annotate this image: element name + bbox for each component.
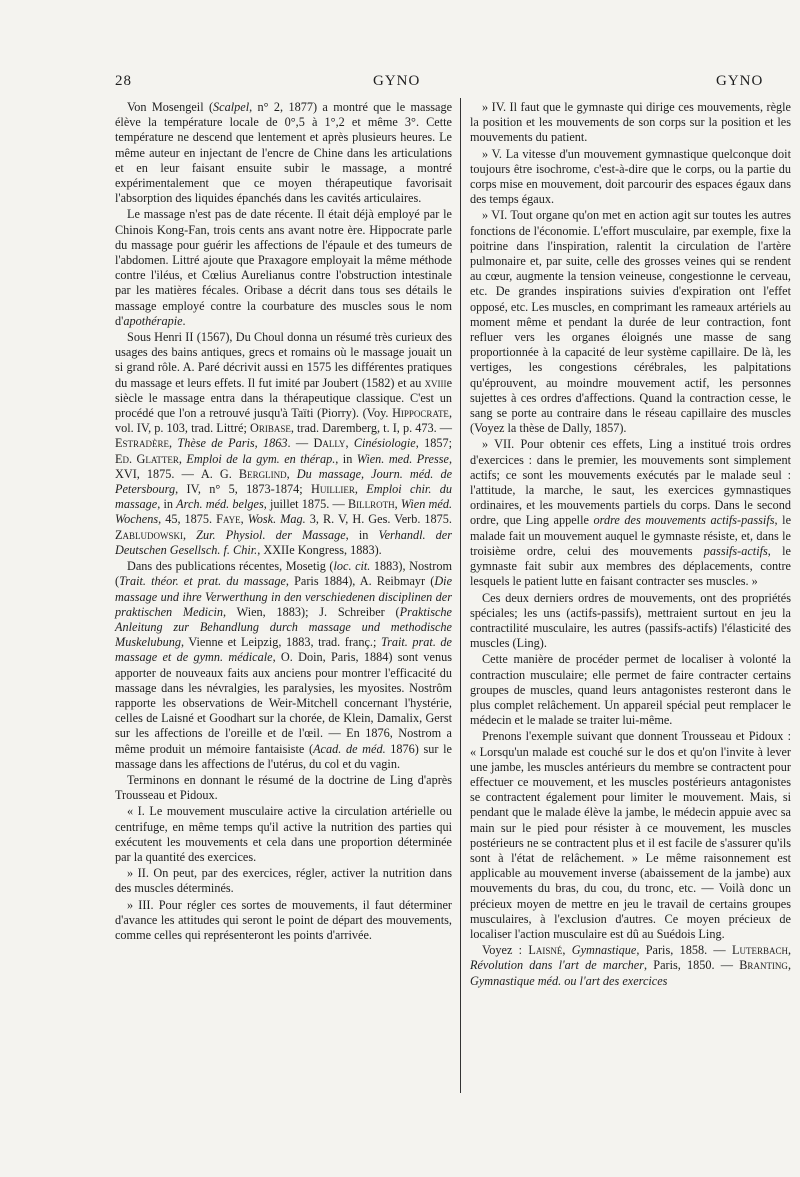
- text-run: » II. On peut, par des exercices, régler, activer la nutrition dans des muscles déterminés.: [115, 866, 452, 896]
- text-run: Prenons l'exemple suivant que donnent Trousseau et Pidoux : « Lorsqu'un malade est couché sur le dos et qu'on l'invite à lever une jambe, les muscles antérieurs du membre se contractent pour effectuer ce mouvement, et les muscles postérieurs antagonistes se contractent également pour limiter le mouvement. Mais, si pendant que le malade élève la jambe, le médecin appuie avec sa main sur le pied pour résister à ce mouvement, les muscles postérieurs ne se contractent plus et il est facile de s'assurer qu'ils sont à l'état de relâchement. » Le même raisonnement est applicable au mouvement inverse (abaissement de la jambe) aux mouvements du bras, du cou, du tronc, etc. — Voilà donc un précieux moyen de mettre en jeu le travail de certains groupes musculaires, à l'exclusion d'autres. Ce moyen précieux de localiser l'action musculaire est dû au Suédois Ling.: [470, 729, 791, 941]
- italic-run: Emploi de la gym. en thérap.: [186, 451, 336, 466]
- italic-run: passifs-actifs: [703, 543, 768, 558]
- left-column: [115, 100, 452, 944]
- text-run: , n° 2, 1877) a montré que le massage élève la température locale de 0°,5 à 1°,2 et même 3°. Cette température ne descend que lentement et après plusieurs heures. Le même auteur en injectant de l'encre de Chine dans les articulations et en leur faisant ensuite subir le massage, a montré expérimentalement que ce moyen thérapeutique favorisait l'absorption des liquides épanchés dans les cavités articulaires.: [115, 100, 453, 206]
- italic-run: Gymnastique: [571, 943, 637, 958]
- text-run: ,: [354, 482, 367, 497]
- text-run: Sous Henri II (1567), Du Choul donna un résumé très curieux des usages des bains antiques, grecs et romains où le massage jouait un si grand rôle. A. Paré décrivit aussi en 1575 les différentes pratiques du massage et leurs effets. Il fut imité par Joubert (1582) et au: [115, 330, 452, 390]
- text-run: Von Mosengeil (: [127, 100, 214, 114]
- right-column: [470, 100, 791, 990]
- italic-run: ordre des mouvements actifs-passifs: [593, 513, 775, 528]
- text-run: ,: [169, 436, 178, 451]
- small-caps-run: Estradère: [115, 436, 169, 451]
- text-run: , XXIIe Kongress, 1883).: [257, 542, 382, 557]
- small-caps-run: xviii: [424, 375, 447, 390]
- text-run: 1883), Nostrom (: [115, 559, 452, 589]
- text-run: , 45, 1875.: [158, 512, 217, 527]
- small-caps-run: Luterbach: [731, 943, 788, 958]
- small-caps-run: Ed. Glatter: [115, 451, 179, 466]
- text-run: e siècle le massage entra dans la thérapeutique classique. C'est un procédé que l'on a retrouvé jusqu'à Taïti (Piorry). (Voy.: [115, 375, 452, 421]
- small-caps-run: Laisné: [528, 943, 563, 958]
- page-number: 28: [115, 73, 132, 89]
- text-run: , in: [335, 451, 357, 466]
- paragraph: [470, 100, 791, 146]
- text-run: 3, R. V, H. Ges. Verb. 1875.: [305, 512, 452, 527]
- text-run: ,: [787, 958, 791, 973]
- italic-run: Verhandl. der Deutschen Gesellsch. f. Chir.: [115, 527, 453, 557]
- paragraph: [470, 591, 791, 652]
- italic-run: Acad. de méd.: [313, 741, 386, 756]
- italic-run: Gymnastique méd. ou l'art des exercices: [470, 973, 668, 988]
- paragraph: [470, 652, 791, 728]
- italic-run: Thèse de Paris, 1863: [177, 436, 288, 451]
- small-caps-run: Billroth: [347, 497, 395, 512]
- italic-run: Arch. méd. belges: [176, 497, 264, 512]
- italic-run: Wien. med. Presse: [356, 451, 449, 466]
- text-run: ,: [286, 466, 297, 481]
- text-run: , vol. IV, p. 103, trad. Littré;: [115, 406, 452, 436]
- paragraph: [115, 207, 452, 329]
- italic-run: Trait. prat. de massage et de gymn. médicale: [115, 635, 452, 665]
- text-run: , in: [157, 497, 177, 512]
- text-run: , Paris, 1850. —: [643, 958, 740, 973]
- small-caps-run: A. G. Berglind: [200, 466, 287, 481]
- small-caps-run: Zabludowski: [115, 527, 183, 542]
- small-caps-run: Hippocrate: [392, 406, 449, 421]
- text-run: » VI. Tout organe qu'on met en action agit sur toutes les autres fonctions de l'économie. L'effort musculaire, par exemple, fixe la poitrine dans l'inspiration, ralentit la circulation de l'artère pulmonaire et, par suite, celle des grosses veines qui se rendent au cœur, augmente la tension veineuse, congestionne le cerveau, etc. De grandes inspirations suivies d'expiration ont l'effet opposé, etc. Les muscles, en comprimant les rameaux artériels au moment même et pendant la durée de leur contraction, font refluer vers les organes éloignés une masse de sang proportionnée à la capacité de leur système capillaire. De là, les vertiges, les congestions cérébrales, les palpitations qu'éprouvent, au moindre mouvement actif, les personnes sujettes à ces ordres d'affections. Quand la contraction cesse, le sang se porte au contraire dans le réseau capillaire des muscles (Voyez la thèse de Dally, 1857).: [470, 208, 791, 436]
- text-run: , 1857;: [415, 436, 453, 451]
- italic-run: loc. cit.: [333, 559, 371, 574]
- text-run: Dans des publications récentes, Mosetig (: [127, 559, 334, 574]
- italic-run: Wien méd. Wochens: [115, 497, 453, 527]
- paragraph: [115, 804, 452, 865]
- small-caps-run: Dally: [313, 436, 346, 451]
- text-run: , O. Doin, Paris, 1884) sont venus apporter de nouveaux faits aux anciens pour montrer l'efficacité du massage dans les névralgies, les paralysies, les myosites. Nostrôm rapporte les observations de Weir-Mitchell concernant l'hystérie, celles de Laisné et Goodhart sur la chorée, de Klein, Damalix, Gerst sur les affections de l'oreille et de l'œil. — En 1876, Nostrom a même produit un mémoire fantaisiste (: [115, 650, 452, 756]
- running-header: [115, 73, 790, 95]
- text-run: , Paris, 1858. —: [636, 943, 732, 958]
- text-run: » III. Pour régler ces sortes de mouvements, il faut déterminer d'avance les attitudes qui seront le point de départ des mouvements, comme celles qui représenteront les points d'arrivée.: [115, 897, 452, 942]
- text-run: ,: [345, 436, 354, 451]
- text-run: , Paris 1884), A. Reibmayr (: [285, 574, 435, 589]
- italic-run: Révolution dans l'art de marcher: [470, 958, 644, 973]
- text-run: » IV. Il faut que le gymnaste qui dirige ces mouvements, règle la position et les mouvements de son corps sur la position et les mouvements du patient.: [470, 100, 791, 145]
- italic-run: Praktische Anleitung zur Behandlung durch massage und methodische Muskelubung: [115, 604, 452, 650]
- text-run: , IV, n° 5, 1873-1874;: [175, 482, 311, 497]
- small-caps-run: Branting: [739, 958, 788, 973]
- paragraph: [470, 943, 791, 989]
- text-run: Cette manière de procéder permet de localiser à volonté la contraction musculaire; elle permet de faire contracter certains groupes de muscles, quand leurs antagonistes resteront dans le plus complet relâchement. Un appareil spécial peut remplacer le médecin et le malade se traiter lui-même.: [470, 652, 791, 728]
- italic-run: Du massage, Journ. méd. de Petersbourg: [115, 466, 453, 497]
- text-run: Voyez :: [482, 943, 529, 958]
- paragraph: [115, 773, 452, 803]
- italic-run: Zur. Physiol. der Massage: [196, 527, 346, 542]
- column-divider: [460, 98, 461, 1093]
- text-run: « I. Le mouvement musculaire active la circulation artérielle ou centrifuge, en même temps qu'il active la nutrition des parties qui exécutent les mouvements et cela dans une proportion déterminée par la quantité des exercices.: [115, 804, 452, 864]
- italic-run: Cinésiologie: [353, 436, 416, 451]
- text-run: , Vienne et Leipzig, 1883, trad. franç.;: [181, 635, 381, 650]
- text-run: 1876) sur le massage dans les affections de l'utérus, du col et du vagin.: [115, 741, 452, 771]
- text-run: ,: [787, 943, 792, 958]
- text-run: Le massage n'est pas de date récente. Il était déjà employé par le Chinois Kong-Fan, trois cents ans avant notre ère. Hippocrate parle du massage pour guérir les affections de l'épaule et des tumeurs de l'abdomen. Littré ajoute que Praxagore employait la même méthode contre l'iléus, et Cœlius Aurelianus contre l'obstruction intestinale par les matières fécales. Oribase a décrit dans tous ses détails le massage employé contre la courbature des muscles sous le nom d': [115, 207, 452, 328]
- text-run: . —: [287, 436, 314, 451]
- paragraph: [115, 330, 452, 558]
- text-run: , juillet 1875. —: [263, 497, 348, 512]
- paragraph: [470, 729, 791, 942]
- paragraph: [470, 208, 791, 436]
- text-run: » VII. Pour obtenir ces effets, Ling a institué trois ordres d'exercices : dans le premier, les mouvements sont simplement actifs; ce sont les mouvements exécutés par le malade seul : l'attitude, la marche, le saut, les exercices gymnastiques ordinaires, et les mouvements partiels du corps. Dans le second ordre, que Ling appelle: [470, 437, 791, 528]
- running-title-left: GYNO: [373, 73, 421, 89]
- text-run: ,: [562, 943, 572, 958]
- text-run: , le malade fait un mouvement auquel le gymnaste résiste, et, dans le troisième ordre, celui des mouvements: [470, 513, 792, 558]
- text-run: ,: [240, 512, 248, 527]
- small-caps-run: Oribase: [249, 421, 291, 436]
- paragraph: [470, 147, 791, 208]
- paragraph: [115, 559, 452, 772]
- text-run: , XVI, 1875. —: [115, 451, 453, 481]
- text-run: » V. La vitesse d'un mouvement gymnastique quelconque doit toujours être isochrome, c'est-à-dire que le corps, ou la partie du corps mise en mouvement, doit parcourir des espaces égaux dans des temps égaux.: [470, 146, 791, 207]
- text-run: ,: [394, 497, 401, 512]
- text-run: , le gymnaste fait subir aux membres des déplacements, contre lesquels le patient lutte en faisant contracter ses muscles. »: [470, 543, 791, 589]
- italic-run: Scalpel: [213, 100, 250, 114]
- text-run: Terminons en donnant le résumé de la doctrine de Ling d'après Trousseau et Pidoux.: [115, 772, 452, 803]
- italic-run: Wosk. Mag.: [247, 512, 306, 527]
- small-caps-run: Faye: [216, 512, 241, 527]
- text-run: ,: [182, 527, 197, 542]
- italic-run: apothérapie: [123, 313, 183, 328]
- running-title-right: GYNO: [716, 73, 764, 89]
- paragraph: [115, 898, 452, 944]
- italic-run: Die massage und ihre Verwerthung in den verschiedenen disciplinen der praktischen Medicin: [115, 574, 452, 619]
- italic-run: Trait. théor. et prat. du massage: [119, 574, 286, 589]
- text-run: , Wien, 1883); J. Schreiber (: [223, 604, 400, 619]
- small-caps-run: Huillier: [310, 482, 355, 497]
- text-run: .: [182, 313, 186, 328]
- italic-run: Emploi chir. du massage: [115, 482, 452, 512]
- paragraph: [470, 437, 791, 589]
- paragraph: [115, 100, 452, 206]
- text-run: Ces deux derniers ordres de mouvements, ont des propriétés spéciales; les uns (actifs-passifs), mettraient surtout en jeu la contractilité musculaire, les autres (passifs-actifs) l'élasticité des muscles (Ling).: [470, 590, 791, 651]
- text-run: , trad. Daremberg, t. I, p. 473. —: [290, 421, 452, 436]
- text-run: ,: [178, 451, 187, 466]
- paragraph: [115, 866, 452, 896]
- text-run: , in: [345, 527, 379, 542]
